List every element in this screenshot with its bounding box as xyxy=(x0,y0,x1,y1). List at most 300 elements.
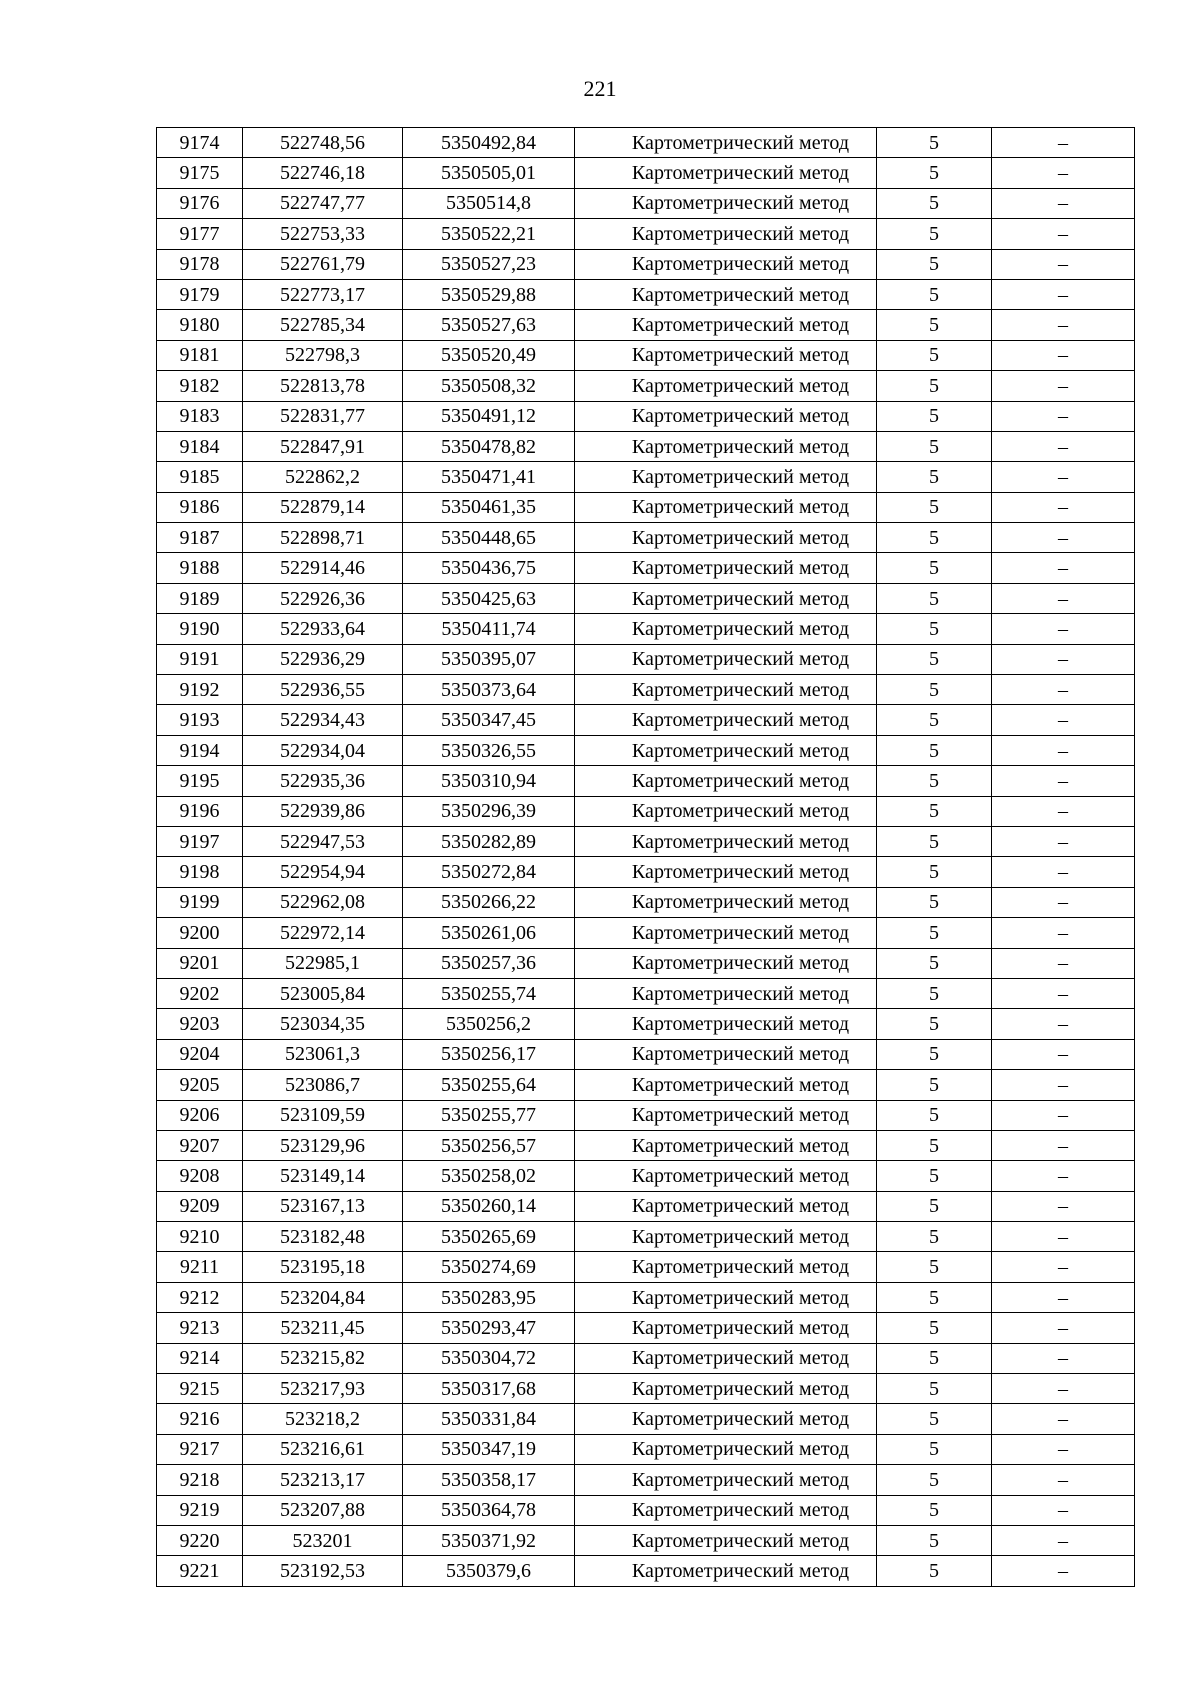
y-coordinate-cell: 5350478,82 xyxy=(403,431,575,461)
table-row xyxy=(157,1556,1135,1586)
accuracy-cell: 5 xyxy=(877,158,992,188)
table-row xyxy=(157,1130,1135,1160)
accuracy-cell: 5 xyxy=(877,340,992,370)
method-cell: Картометрический метод xyxy=(575,371,877,401)
table-row xyxy=(157,371,1135,401)
table-row xyxy=(157,1252,1135,1282)
table-row xyxy=(157,1465,1135,1495)
note-cell: – xyxy=(992,310,1135,340)
method-cell: Картометрический метод xyxy=(575,158,877,188)
x-coordinate-cell: 522954,94 xyxy=(243,857,403,887)
method-cell: Картометрический метод xyxy=(575,1495,877,1525)
table-row xyxy=(157,1313,1135,1343)
point-number-cell: 9176 xyxy=(157,188,243,218)
note-cell: – xyxy=(992,401,1135,431)
point-number-cell: 9198 xyxy=(157,857,243,887)
note-cell: – xyxy=(992,462,1135,492)
x-coordinate-cell: 522747,77 xyxy=(243,188,403,218)
point-number-cell: 9204 xyxy=(157,1039,243,1069)
point-number-cell: 9214 xyxy=(157,1343,243,1373)
table-row xyxy=(157,1282,1135,1312)
accuracy-cell: 5 xyxy=(877,1070,992,1100)
point-number-cell: 9217 xyxy=(157,1434,243,1464)
y-coordinate-cell: 5350364,78 xyxy=(403,1495,575,1525)
method-cell: Картометрический метод xyxy=(575,340,877,370)
method-cell: Картометрический метод xyxy=(575,1191,877,1221)
method-cell: Картометрический метод xyxy=(575,401,877,431)
point-number-cell: 9195 xyxy=(157,766,243,796)
note-cell: – xyxy=(992,371,1135,401)
point-number-cell: 9219 xyxy=(157,1495,243,1525)
point-number-cell: 9178 xyxy=(157,249,243,279)
note-cell: – xyxy=(992,735,1135,765)
x-coordinate-cell: 522748,56 xyxy=(243,128,403,158)
method-cell: Картометрический метод xyxy=(575,978,877,1008)
accuracy-cell: 5 xyxy=(877,1404,992,1434)
y-coordinate-cell: 5350505,01 xyxy=(403,158,575,188)
method-cell: Картометрический метод xyxy=(575,1343,877,1373)
point-number-cell: 9202 xyxy=(157,978,243,1008)
y-coordinate-cell: 5350529,88 xyxy=(403,279,575,309)
x-coordinate-cell: 523204,84 xyxy=(243,1282,403,1312)
accuracy-cell: 5 xyxy=(877,462,992,492)
method-cell: Картометрический метод xyxy=(575,1070,877,1100)
accuracy-cell: 5 xyxy=(877,735,992,765)
method-cell: Картометрический метод xyxy=(575,1130,877,1160)
accuracy-cell: 5 xyxy=(877,1556,992,1586)
note-cell: – xyxy=(992,553,1135,583)
accuracy-cell: 5 xyxy=(877,1343,992,1373)
note-cell: – xyxy=(992,857,1135,887)
accuracy-cell: 5 xyxy=(877,219,992,249)
point-number-cell: 9201 xyxy=(157,948,243,978)
y-coordinate-cell: 5350293,47 xyxy=(403,1313,575,1343)
x-coordinate-cell: 522746,18 xyxy=(243,158,403,188)
method-cell: Картометрический метод xyxy=(575,1404,877,1434)
table-row xyxy=(157,188,1135,218)
note-cell: – xyxy=(992,1100,1135,1130)
accuracy-cell: 5 xyxy=(877,1130,992,1160)
x-coordinate-cell: 522898,71 xyxy=(243,523,403,553)
x-coordinate-cell: 522934,43 xyxy=(243,705,403,735)
method-cell: Картометрический метод xyxy=(575,887,877,917)
x-coordinate-cell: 523192,53 xyxy=(243,1556,403,1586)
y-coordinate-cell: 5350256,17 xyxy=(403,1039,575,1069)
table-row xyxy=(157,1191,1135,1221)
method-cell: Картометрический метод xyxy=(575,583,877,613)
y-coordinate-cell: 5350508,32 xyxy=(403,371,575,401)
point-number-cell: 9220 xyxy=(157,1525,243,1555)
table-row xyxy=(157,675,1135,705)
y-coordinate-cell: 5350514,8 xyxy=(403,188,575,218)
point-number-cell: 9205 xyxy=(157,1070,243,1100)
point-number-cell: 9212 xyxy=(157,1282,243,1312)
y-coordinate-cell: 5350272,84 xyxy=(403,857,575,887)
accuracy-cell: 5 xyxy=(877,1465,992,1495)
table-row xyxy=(157,918,1135,948)
point-number-cell: 9177 xyxy=(157,219,243,249)
coordinates-table xyxy=(156,127,1135,1587)
y-coordinate-cell: 5350492,84 xyxy=(403,128,575,158)
y-coordinate-cell: 5350520,49 xyxy=(403,340,575,370)
point-number-cell: 9182 xyxy=(157,371,243,401)
y-coordinate-cell: 5350527,63 xyxy=(403,310,575,340)
point-number-cell: 9179 xyxy=(157,279,243,309)
x-coordinate-cell: 523109,59 xyxy=(243,1100,403,1130)
method-cell: Картометрический метод xyxy=(575,492,877,522)
accuracy-cell: 5 xyxy=(877,1495,992,1525)
table-row xyxy=(157,462,1135,492)
note-cell: – xyxy=(992,583,1135,613)
table-row xyxy=(157,553,1135,583)
point-number-cell: 9192 xyxy=(157,675,243,705)
y-coordinate-cell: 5350283,95 xyxy=(403,1282,575,1312)
x-coordinate-cell: 522926,36 xyxy=(243,583,403,613)
x-coordinate-cell: 522785,34 xyxy=(243,310,403,340)
y-coordinate-cell: 5350461,35 xyxy=(403,492,575,522)
accuracy-cell: 5 xyxy=(877,796,992,826)
x-coordinate-cell: 522753,33 xyxy=(243,219,403,249)
page-number: 221 xyxy=(583,76,617,101)
method-cell: Картометрический метод xyxy=(575,948,877,978)
table-row xyxy=(157,158,1135,188)
x-coordinate-cell: 523129,96 xyxy=(243,1130,403,1160)
x-coordinate-cell: 522798,3 xyxy=(243,340,403,370)
accuracy-cell: 5 xyxy=(877,1434,992,1464)
y-coordinate-cell: 5350258,02 xyxy=(403,1161,575,1191)
table-row xyxy=(157,128,1135,158)
point-number-cell: 9213 xyxy=(157,1313,243,1343)
method-cell: Картометрический метод xyxy=(575,1313,877,1343)
x-coordinate-cell: 522761,79 xyxy=(243,249,403,279)
note-cell: – xyxy=(992,826,1135,856)
y-coordinate-cell: 5350257,36 xyxy=(403,948,575,978)
y-coordinate-cell: 5350395,07 xyxy=(403,644,575,674)
x-coordinate-cell: 523005,84 xyxy=(243,978,403,1008)
note-cell: – xyxy=(992,188,1135,218)
accuracy-cell: 5 xyxy=(877,614,992,644)
method-cell: Картометрический метод xyxy=(575,735,877,765)
note-cell: – xyxy=(992,1252,1135,1282)
accuracy-cell: 5 xyxy=(877,1313,992,1343)
y-coordinate-cell: 5350255,64 xyxy=(403,1070,575,1100)
method-cell: Картометрический метод xyxy=(575,1009,877,1039)
note-cell: – xyxy=(992,158,1135,188)
table-row xyxy=(157,583,1135,613)
point-number-cell: 9209 xyxy=(157,1191,243,1221)
table-row xyxy=(157,1222,1135,1252)
accuracy-cell: 5 xyxy=(877,371,992,401)
accuracy-cell: 5 xyxy=(877,1374,992,1404)
table-row xyxy=(157,796,1135,826)
x-coordinate-cell: 522847,91 xyxy=(243,431,403,461)
y-coordinate-cell: 5350527,23 xyxy=(403,249,575,279)
x-coordinate-cell: 523216,61 xyxy=(243,1434,403,1464)
table-row xyxy=(157,735,1135,765)
table-row xyxy=(157,249,1135,279)
method-cell: Картометрический метод xyxy=(575,1282,877,1312)
table-row xyxy=(157,1161,1135,1191)
note-cell: – xyxy=(992,1222,1135,1252)
note-cell: – xyxy=(992,1130,1135,1160)
y-coordinate-cell: 5350282,89 xyxy=(403,826,575,856)
y-coordinate-cell: 5350326,55 xyxy=(403,735,575,765)
note-cell: – xyxy=(992,1374,1135,1404)
x-coordinate-cell: 523149,14 xyxy=(243,1161,403,1191)
accuracy-cell: 5 xyxy=(877,644,992,674)
table-row xyxy=(157,523,1135,553)
table-row xyxy=(157,1039,1135,1069)
point-number-cell: 9216 xyxy=(157,1404,243,1434)
point-number-cell: 9215 xyxy=(157,1374,243,1404)
table-row xyxy=(157,1343,1135,1373)
note-cell: – xyxy=(992,887,1135,917)
note-cell: – xyxy=(992,219,1135,249)
x-coordinate-cell: 522773,17 xyxy=(243,279,403,309)
table-row xyxy=(157,857,1135,887)
point-number-cell: 9218 xyxy=(157,1465,243,1495)
note-cell: – xyxy=(992,1070,1135,1100)
y-coordinate-cell: 5350310,94 xyxy=(403,766,575,796)
point-number-cell: 9185 xyxy=(157,462,243,492)
y-coordinate-cell: 5350255,77 xyxy=(403,1100,575,1130)
y-coordinate-cell: 5350296,39 xyxy=(403,796,575,826)
table-row xyxy=(157,766,1135,796)
method-cell: Картометрический метод xyxy=(575,918,877,948)
x-coordinate-cell: 523215,82 xyxy=(243,1343,403,1373)
table-row xyxy=(157,401,1135,431)
note-cell: – xyxy=(992,431,1135,461)
point-number-cell: 9184 xyxy=(157,431,243,461)
note-cell: – xyxy=(992,1191,1135,1221)
table-row xyxy=(157,1434,1135,1464)
y-coordinate-cell: 5350317,68 xyxy=(403,1374,575,1404)
note-cell: – xyxy=(992,1161,1135,1191)
y-coordinate-cell: 5350256,2 xyxy=(403,1009,575,1039)
note-cell: – xyxy=(992,128,1135,158)
method-cell: Картометрический метод xyxy=(575,614,877,644)
method-cell: Картометрический метод xyxy=(575,523,877,553)
method-cell: Картометрический метод xyxy=(575,431,877,461)
accuracy-cell: 5 xyxy=(877,279,992,309)
point-number-cell: 9188 xyxy=(157,553,243,583)
x-coordinate-cell: 522962,08 xyxy=(243,887,403,917)
method-cell: Картометрический метод xyxy=(575,705,877,735)
method-cell: Картометрический метод xyxy=(575,553,877,583)
note-cell: – xyxy=(992,675,1135,705)
method-cell: Картометрический метод xyxy=(575,310,877,340)
point-number-cell: 9207 xyxy=(157,1130,243,1160)
note-cell: – xyxy=(992,614,1135,644)
accuracy-cell: 5 xyxy=(877,948,992,978)
y-coordinate-cell: 5350274,69 xyxy=(403,1252,575,1282)
accuracy-cell: 5 xyxy=(877,128,992,158)
point-number-cell: 9210 xyxy=(157,1222,243,1252)
method-cell: Картометрический метод xyxy=(575,128,877,158)
x-coordinate-cell: 523217,93 xyxy=(243,1374,403,1404)
table-row xyxy=(157,310,1135,340)
y-coordinate-cell: 5350265,69 xyxy=(403,1222,575,1252)
method-cell: Картометрический метод xyxy=(575,826,877,856)
accuracy-cell: 5 xyxy=(877,1252,992,1282)
method-cell: Картометрический метод xyxy=(575,1161,877,1191)
y-coordinate-cell: 5350371,92 xyxy=(403,1525,575,1555)
accuracy-cell: 5 xyxy=(877,978,992,1008)
point-number-cell: 9221 xyxy=(157,1556,243,1586)
note-cell: – xyxy=(992,1465,1135,1495)
x-coordinate-cell: 523195,18 xyxy=(243,1252,403,1282)
point-number-cell: 9203 xyxy=(157,1009,243,1039)
x-coordinate-cell: 522936,55 xyxy=(243,675,403,705)
method-cell: Картометрический метод xyxy=(575,249,877,279)
x-coordinate-cell: 523034,35 xyxy=(243,1009,403,1039)
accuracy-cell: 5 xyxy=(877,857,992,887)
x-coordinate-cell: 522985,1 xyxy=(243,948,403,978)
note-cell: – xyxy=(992,978,1135,1008)
note-cell: – xyxy=(992,492,1135,522)
x-coordinate-cell: 523211,45 xyxy=(243,1313,403,1343)
y-coordinate-cell: 5350471,41 xyxy=(403,462,575,492)
point-number-cell: 9200 xyxy=(157,918,243,948)
point-number-cell: 9174 xyxy=(157,128,243,158)
table-row xyxy=(157,826,1135,856)
accuracy-cell: 5 xyxy=(877,675,992,705)
note-cell: – xyxy=(992,918,1135,948)
accuracy-cell: 5 xyxy=(877,826,992,856)
table-row xyxy=(157,705,1135,735)
accuracy-cell: 5 xyxy=(877,583,992,613)
accuracy-cell: 5 xyxy=(877,1525,992,1555)
table-row xyxy=(157,1495,1135,1525)
note-cell: – xyxy=(992,249,1135,279)
table-row xyxy=(157,1525,1135,1555)
y-coordinate-cell: 5350331,84 xyxy=(403,1404,575,1434)
method-cell: Картометрический метод xyxy=(575,1556,877,1586)
y-coordinate-cell: 5350373,64 xyxy=(403,675,575,705)
method-cell: Картометрический метод xyxy=(575,1374,877,1404)
method-cell: Картометрический метод xyxy=(575,1252,877,1282)
accuracy-cell: 5 xyxy=(877,523,992,553)
accuracy-cell: 5 xyxy=(877,1222,992,1252)
y-coordinate-cell: 5350256,57 xyxy=(403,1130,575,1160)
method-cell: Картометрический метод xyxy=(575,188,877,218)
y-coordinate-cell: 5350347,19 xyxy=(403,1434,575,1464)
accuracy-cell: 5 xyxy=(877,918,992,948)
y-coordinate-cell: 5350260,14 xyxy=(403,1191,575,1221)
x-coordinate-cell: 522935,36 xyxy=(243,766,403,796)
x-coordinate-cell: 522831,77 xyxy=(243,401,403,431)
method-cell: Картометрический метод xyxy=(575,1039,877,1069)
table-row xyxy=(157,887,1135,917)
accuracy-cell: 5 xyxy=(877,1100,992,1130)
y-coordinate-cell: 5350411,74 xyxy=(403,614,575,644)
x-coordinate-cell: 522972,14 xyxy=(243,918,403,948)
point-number-cell: 9206 xyxy=(157,1100,243,1130)
method-cell: Картометрический метод xyxy=(575,675,877,705)
method-cell: Картометрический метод xyxy=(575,1222,877,1252)
point-number-cell: 9208 xyxy=(157,1161,243,1191)
note-cell: – xyxy=(992,1495,1135,1525)
y-coordinate-cell: 5350522,21 xyxy=(403,219,575,249)
x-coordinate-cell: 522914,46 xyxy=(243,553,403,583)
x-coordinate-cell: 523167,13 xyxy=(243,1191,403,1221)
table-row xyxy=(157,219,1135,249)
point-number-cell: 9187 xyxy=(157,523,243,553)
accuracy-cell: 5 xyxy=(877,887,992,917)
table-row xyxy=(157,1070,1135,1100)
method-cell: Картометрический метод xyxy=(575,857,877,887)
method-cell: Картометрический метод xyxy=(575,1465,877,1495)
table-row xyxy=(157,1374,1135,1404)
method-cell: Картометрический метод xyxy=(575,219,877,249)
x-coordinate-cell: 523201 xyxy=(243,1525,403,1555)
x-coordinate-cell: 523207,88 xyxy=(243,1495,403,1525)
x-coordinate-cell: 523218,2 xyxy=(243,1404,403,1434)
point-number-cell: 9180 xyxy=(157,310,243,340)
accuracy-cell: 5 xyxy=(877,431,992,461)
point-number-cell: 9189 xyxy=(157,583,243,613)
point-number-cell: 9197 xyxy=(157,826,243,856)
accuracy-cell: 5 xyxy=(877,188,992,218)
point-number-cell: 9194 xyxy=(157,735,243,765)
point-number-cell: 9183 xyxy=(157,401,243,431)
x-coordinate-cell: 522862,2 xyxy=(243,462,403,492)
method-cell: Картометрический метод xyxy=(575,1525,877,1555)
table-row xyxy=(157,1404,1135,1434)
point-number-cell: 9190 xyxy=(157,614,243,644)
point-number-cell: 9193 xyxy=(157,705,243,735)
note-cell: – xyxy=(992,523,1135,553)
y-coordinate-cell: 5350266,22 xyxy=(403,887,575,917)
table-row xyxy=(157,1009,1135,1039)
y-coordinate-cell: 5350304,72 xyxy=(403,1343,575,1373)
x-coordinate-cell: 522813,78 xyxy=(243,371,403,401)
accuracy-cell: 5 xyxy=(877,249,992,279)
y-coordinate-cell: 5350379,6 xyxy=(403,1556,575,1586)
method-cell: Картометрический метод xyxy=(575,766,877,796)
accuracy-cell: 5 xyxy=(877,553,992,583)
note-cell: – xyxy=(992,340,1135,370)
x-coordinate-cell: 523061,3 xyxy=(243,1039,403,1069)
y-coordinate-cell: 5350261,06 xyxy=(403,918,575,948)
x-coordinate-cell: 522933,64 xyxy=(243,614,403,644)
accuracy-cell: 5 xyxy=(877,1282,992,1312)
table-row xyxy=(157,1100,1135,1130)
note-cell: – xyxy=(992,1282,1135,1312)
note-cell: – xyxy=(992,644,1135,674)
note-cell: – xyxy=(992,1343,1135,1373)
accuracy-cell: 5 xyxy=(877,492,992,522)
y-coordinate-cell: 5350448,65 xyxy=(403,523,575,553)
point-number-cell: 9199 xyxy=(157,887,243,917)
y-coordinate-cell: 5350425,63 xyxy=(403,583,575,613)
x-coordinate-cell: 522879,14 xyxy=(243,492,403,522)
x-coordinate-cell: 522939,86 xyxy=(243,796,403,826)
x-coordinate-cell: 523086,7 xyxy=(243,1070,403,1100)
y-coordinate-cell: 5350358,17 xyxy=(403,1465,575,1495)
note-cell: – xyxy=(992,705,1135,735)
note-cell: – xyxy=(992,1525,1135,1555)
method-cell: Картометрический метод xyxy=(575,644,877,674)
point-number-cell: 9181 xyxy=(157,340,243,370)
method-cell: Картометрический метод xyxy=(575,279,877,309)
table-row xyxy=(157,978,1135,1008)
method-cell: Картометрический метод xyxy=(575,1434,877,1464)
note-cell: – xyxy=(992,796,1135,826)
x-coordinate-cell: 523213,17 xyxy=(243,1465,403,1495)
table-row xyxy=(157,431,1135,461)
note-cell: – xyxy=(992,1313,1135,1343)
